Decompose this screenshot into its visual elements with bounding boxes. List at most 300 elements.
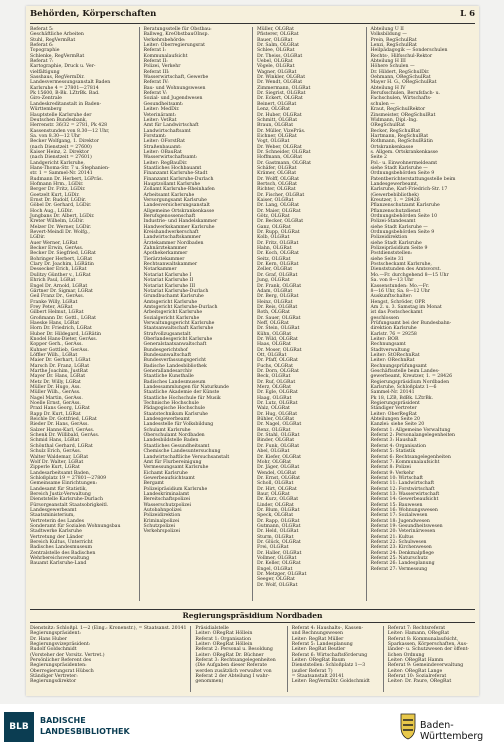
- directory-line: Schmid Hans, LGRat: [30, 438, 80, 444]
- directory-line: Müller, OLGRat: [257, 27, 294, 32]
- directory-line: Dr. Schneider, OLGRat: [257, 149, 311, 155]
- directory-line: Kassenstunden: Mo.—Fr.: [370, 283, 430, 289]
- directory-line: Referat 24: Denkmalpflege: [370, 550, 434, 556]
- directory-line: Rapp Dr. Kurt, LGRat: [30, 411, 81, 417]
- directory-line: Referat 7:: [30, 59, 54, 65]
- page-header: [30, 9, 475, 22]
- directory-line: Sammel-Nr. 20141: [370, 390, 415, 396]
- directory-line: Horn Dr. Friedrich, LGRat: [30, 326, 92, 332]
- directory-line: Ständiger Vertreter:: [30, 674, 78, 680]
- directory-line: Adam, OLGRat: [257, 288, 293, 294]
- directory-line: Regierungsvizepräsident:: [30, 642, 91, 648]
- directory-line: Heilpädagogik — Sonderschulen: [370, 48, 448, 54]
- directory-line: s. Allgem. Ortskrankenkasse: [370, 149, 438, 155]
- directory-line: Referat 20: Veterinärwesen: [370, 529, 436, 535]
- directory-line: Dr. Rapp, OLGRat: [257, 518, 300, 524]
- directory-line: Württemberg: [30, 107, 62, 113]
- directory-line: Zimmermann, OLGRat: [257, 85, 311, 91]
- directory-line: Referat 23: Kirchenwesen: [370, 545, 432, 551]
- directory-line: Referat 5:: [30, 27, 54, 32]
- directory-line: Generallandesarchiv: [143, 369, 193, 374]
- directory-line: Bereitschaftspolizei: [143, 497, 191, 503]
- directory-line: Dr. Frank, OLGRat: [257, 283, 302, 289]
- directory-line: Referat 3: Rechtsangelegenheiten: [195, 658, 276, 664]
- directory-line: Dr. Lang, OLGRat: [257, 203, 299, 209]
- directory-line: Maier Dr. Gerhart, LGRat: [30, 358, 91, 364]
- directory-line: Landessammlungen für Naturkunde: [143, 385, 229, 391]
- directory-line: Renz, OLGRat: [257, 427, 291, 433]
- directory-line: Referat 6: Wirtschaftsförderung: [291, 652, 368, 658]
- directory-line: siehe Stadt Karlsruhe —: [370, 165, 428, 171]
- column-2: [144, 27, 249, 601]
- directory-line: Referat 26: Landesplanung: [370, 561, 435, 567]
- directory-line: Schlee, OLGRat: [257, 48, 295, 54]
- directory-line: Referat 14: Gewerbeaufsicht: [370, 497, 439, 503]
- directory-line: Speck, OLGRat: [257, 513, 294, 519]
- directory-line: Referat 17: Sozialwesen: [370, 513, 428, 519]
- directory-line: Leiter: OForstRat: [143, 139, 185, 145]
- directory-line: Kriminalpolizei: [143, 518, 180, 524]
- directory-line: Hoch Aug., LGDir.: [30, 208, 73, 214]
- directory-line: Braun, OLGRat: [257, 123, 294, 129]
- directory-line: Höhere Schulen —: [370, 64, 415, 70]
- directory-line: Pädagogische Hochschule: [143, 406, 205, 412]
- column-4: [371, 27, 476, 601]
- directory-line: Amtsgericht Karlsruhe: [143, 299, 198, 305]
- directory-line: siehe Stadt Karlsruhe —: [370, 224, 428, 230]
- directory-line: Staatliche Kunsthalle: [143, 374, 194, 380]
- directory-line: Karlsruhe, Karl-Friedrich-Str. 17: [370, 187, 448, 193]
- directory-line: Leiter: BOR: [370, 336, 399, 342]
- directory-line: Referat 25: Naturschutz: [370, 556, 428, 562]
- directory-line: Gesundheitsamt:: [143, 101, 184, 107]
- directory-line: Sasshaus, RegVermDir.: [30, 75, 85, 81]
- directory-line: ORegSchulRat: [370, 123, 405, 129]
- directory-line: Ordnungsbehörden Seite 9: [370, 230, 435, 236]
- directory-line: 8—16 Uhr, Sa. 8—12 Uhr: [370, 288, 431, 294]
- directory-line: Dr. Moser, OLGRat: [257, 347, 302, 353]
- directory-line: Finanzamt Karlsruhe-Stadt: [143, 171, 208, 177]
- directory-line: Oberlandesgericht Karlsruhe: [143, 336, 213, 342]
- directory-line: Walz, OLGRat: [257, 406, 290, 412]
- directory-line: Leiter: Oberregierungsrat: [143, 43, 205, 49]
- directory-line: Landgericht Karlsruhe,: [30, 160, 85, 166]
- directory-line: Dr. Reis, OLGRat: [257, 304, 298, 310]
- directory-line: Postscheckamt Karlsruhe,: [370, 262, 432, 268]
- directory-line: Leiter: ORegRat Hamm: [387, 658, 444, 664]
- blb-name[interactable]: [40, 715, 130, 737]
- directory-line: Praxl Hans Georg, LGRat: [30, 406, 90, 412]
- directory-line: Chemische Landesuntersuchung: [143, 449, 221, 455]
- directory-line: Regierungspräsidium Nordbaden: [370, 379, 450, 385]
- directory-line: Präsidialstelle: [195, 626, 229, 631]
- directory-line: Schönthal Gerhard, LGRat: [30, 443, 93, 449]
- directory-line: Dienstsitz: Schloßpl. 1—2 (Eing.: Kronenstr.), = Staatsanst. 20141: [30, 626, 187, 631]
- directory-line: Bundesgerichtshof: [143, 347, 188, 353]
- directory-line: Referat II:: [143, 59, 168, 65]
- directory-line: Referat 9: Verkehr: [370, 470, 415, 476]
- directory-line: Oberschulamt Nordbaden: [143, 433, 205, 439]
- directory-line: Schulz Erich, GerAss.: [30, 449, 82, 455]
- directory-line: Kreter Wilhelm, LGDir.: [30, 219, 85, 225]
- directory-line: Götz, OLGRat: [257, 214, 290, 220]
- directory-line: Referat 16: Wohnungswesen: [370, 507, 438, 513]
- directory-line: Wasserwirtschaft, Gewerbe: [143, 75, 209, 81]
- directory-line: Prüfungsamt bei der Bundesbahn-: [370, 320, 452, 326]
- directory-line: Abteilung H IV: [370, 85, 406, 91]
- directory-line: Badisches Landesmuseum: [143, 379, 206, 385]
- directory-line: Vögele, OLGRat: [257, 64, 295, 70]
- header-rule: [30, 23, 475, 24]
- directory-line: Arbeitsgericht Karlsruhe: [143, 310, 203, 316]
- directory-line: Schlenke, RegVermRat: [30, 53, 85, 59]
- directory-line: Vermessungsamt Karlsruhe: [143, 465, 209, 471]
- directory-line: Auskunftschalter:: [370, 294, 413, 300]
- directory-line: Berufsgenossenschaft: [143, 214, 196, 220]
- directory-line: Referat 5: Statistik: [370, 449, 416, 455]
- directory-line: werden zusätzlich verwaltet von: [195, 668, 272, 674]
- directory-line: Neff, OLGRat: [257, 320, 289, 326]
- directory-line: Referat 22: Schulwesen: [370, 540, 427, 545]
- directory-line: Sozial- und Jugendwesen: [143, 96, 203, 102]
- directory-line: Referat 11: Landwirtschaft: [370, 481, 435, 487]
- directory-line: Amt für Flurbereinigung: [143, 459, 202, 465]
- lower-column-1: [30, 626, 186, 692]
- directory-line: Landwirtschaftskammer: [143, 235, 201, 241]
- directory-line: Referat 7: Kommunalaufsicht: [370, 459, 440, 465]
- directory-line: Widmann, Dipl.-Ing.: [370, 117, 418, 123]
- directory-line: gewerbeamt, Kreutzer, 1. = 28426: [370, 374, 453, 380]
- directory-line: Regierungspräsident:: [30, 631, 81, 637]
- directory-line: Pk 18, LZB, BdBk. LZtrBk.: [370, 395, 434, 401]
- directory-line: Leiter: ORegRat Höllein: [195, 631, 253, 637]
- directory-line: Leiter: ORegRat Dr. Büchner: [195, 652, 264, 658]
- directory-line: Referat 8: Kommunalaufsicht,: [387, 636, 459, 642]
- directory-line: Becker Wolfgang, 1. Direktor: [30, 139, 99, 145]
- directory-line: Leiter: StORechnRat: [370, 352, 420, 358]
- directory-line: Kanzlei: siehe Seite 20: [370, 422, 425, 428]
- directory-line: Referat 10: Sozialreferat: [387, 674, 447, 680]
- directory-line: Schäfer, OLGRat: [257, 165, 297, 171]
- directory-line: Rechnungsprüfungsamt: [370, 363, 427, 369]
- directory-line: Hofmann Hrm., LGDir.: [30, 181, 84, 187]
- directory-line: Bundesverfassungsgericht: [143, 358, 207, 364]
- directory-line: Dr. Wolf, OLGRat: [257, 582, 298, 588]
- directory-line: Wasserschutzpolizei: [143, 502, 192, 508]
- directory-line: Amt für Landwirtschaft: [143, 123, 199, 129]
- directory-line: Notariat Karlsruhe-Durlach: [143, 288, 209, 294]
- directory-line: Referat 10: Wirtschaft: [370, 475, 424, 481]
- directory-line: Beck, OLGRat: [257, 374, 291, 380]
- directory-line: Dr. Dorn, OLGRat: [257, 369, 299, 374]
- directory-line: Leiter: ORechnRat: [370, 358, 415, 364]
- directory-page: [26, 6, 479, 696]
- directory-line: Notariat Karlsruhe III: [143, 283, 196, 289]
- directory-line: Bundesanwaltschaft: [143, 352, 192, 358]
- directory-line: und Rechnungswesen: [291, 631, 344, 637]
- directory-line: Ernst Dr. Rudolf, LGDir.: [30, 198, 87, 203]
- directory-line: Dr. Wendt, OLGRat: [257, 80, 303, 86]
- directory-line: Zentralstelle des Badischen: [30, 550, 96, 556]
- directory-line: Leiter: Hamann, ORegRat: [387, 631, 450, 637]
- directory-line: Sozialgericht Karlsruhe: [143, 315, 200, 321]
- directory-line: Merz, OLGRat: [257, 385, 291, 391]
- directory-line: Bau- und Wohnungswesen: [143, 85, 206, 91]
- directory-line: Leiter: MedDir.: [143, 107, 180, 113]
- directory-line: Postdienststellen:: [370, 251, 413, 257]
- directory-line: (Die Aufgaben dieser Referate: [195, 663, 267, 669]
- directory-line: Sonderamt für Sozialen Wohnungsbau: [30, 523, 121, 529]
- directory-line: Referat 4: Haushalts-, Kassen-: [291, 626, 364, 631]
- directory-line: Ständiger Vertreter: [370, 406, 417, 412]
- lower-column-3: [292, 626, 379, 692]
- directory-line: Karlsruhe, Schloßplatz 1—6: [370, 385, 437, 391]
- directory-line: Kühn, OLGRat: [257, 331, 292, 337]
- directory-line: Giro-Zentrale: [30, 96, 62, 102]
- directory-line: Dr. Winkler, OLGRat: [257, 75, 306, 81]
- directory-line: Frei, OLGRat: [257, 545, 289, 551]
- directory-line: Noelle Ernst, GerAss.: [30, 401, 81, 407]
- directory-line: Referat V:: [143, 91, 167, 97]
- directory-line: Landeskriminalamt: [143, 491, 190, 497]
- directory-line: Landesbildstelle Baden: [143, 438, 199, 444]
- directory-line: Deutschen Bundesbank,: [30, 117, 87, 123]
- directory-line: Notarkammer: [143, 267, 177, 273]
- directory-line: Referat 27: Vermessung: [370, 566, 428, 572]
- column-divider: [190, 626, 191, 692]
- directory-line: (Gewerbebibliothek): [370, 192, 419, 198]
- directory-line: Regierungsdirektor: [30, 679, 77, 685]
- directory-line: Kraut, RegSchulRektor: [370, 107, 426, 113]
- directory-line: Hengst, Schröder, OPR: [370, 299, 426, 305]
- directory-line: Dr. Theiss, OLGRat: [257, 53, 303, 59]
- directory-line: Referat 3: Haushalt: [370, 438, 417, 444]
- directory-line: Lenz, OLGRat: [257, 107, 291, 113]
- directory-line: Referat 13: Wasserwirtschaft: [370, 491, 440, 497]
- header-section-title: Behörden, Körperschaften: [30, 9, 157, 19]
- directory-line: Ehrich Paul, LGRat: [30, 278, 76, 284]
- directory-line: Kartographie, Druck u. Ver-: [30, 64, 96, 70]
- directory-line: Sa. von 8—13 Uhr: [370, 278, 414, 284]
- directory-line: Referat 15: Bauwesen: [370, 502, 423, 508]
- directory-line: Hauptzollamt Karlsruhe: [143, 181, 201, 187]
- directory-line: Vertretung der Länder: [30, 534, 84, 540]
- directory-line: Ordnungsbehörden Seite 9: [370, 171, 435, 177]
- bw-wordmark[interactable]: Baden-Württemberg: [420, 720, 484, 742]
- directory-line: Regierungspräsidenten:: [30, 663, 87, 669]
- directory-line: direktion Karlsruhe: [370, 326, 417, 332]
- directory-line: Dr. Jäger, OLGRat: [257, 465, 300, 471]
- directory-line: Zahnärztekammer: [143, 246, 187, 252]
- directory-line: Dr. Stahl, OLGRat: [257, 433, 300, 439]
- directory-line: Engel Dr. Arnold, LGRat: [30, 283, 88, 289]
- directory-line: Landesgewerbeamt,: [370, 181, 419, 187]
- directory-line: Dr. Nagel, OLGRat: [257, 422, 302, 428]
- directory-line: Referat 19: Gesundheitswesen: [370, 523, 443, 529]
- directory-line: Geschäftsstelle beim Landes-: [370, 369, 440, 374]
- directory-line: Referat 1: Allgemeine Verwaltung: [370, 427, 451, 433]
- directory-line: Leiter: VetRat: [143, 117, 177, 123]
- directory-line: Sparkassen, Körperschaften, Aus-: [387, 642, 468, 648]
- directory-line: Seitz, OLGRat: [257, 256, 291, 262]
- directory-line: Dr. Eckert, OLGRat: [257, 96, 303, 102]
- directory-line: Binder, OLGRat: [257, 438, 295, 444]
- directory-line: Wehrbereichsverwaltung: [30, 556, 90, 562]
- directory-line: Nagel Martin, GerAss.: [30, 395, 83, 401]
- directory-line: Dr. Stein, OLGRat: [257, 326, 300, 332]
- directory-line: Vertreterin des Landes: [30, 518, 85, 524]
- directory-line: Bauamt Karlsruhe-Land: [30, 561, 87, 567]
- directory-line: Seeger, OLGRat: [257, 577, 295, 583]
- directory-line: Lenzi, RegSchulRat: [370, 43, 417, 49]
- directory-line: Becker Dr. Siegfried, LGRat: [30, 251, 96, 257]
- directory-line: Leiter: RegVermDir. Goldschmidt: [291, 679, 370, 685]
- lower-column-4: [388, 626, 475, 692]
- directory-line: Herrenstr. 36/32 = 2781, Pk 428: [30, 123, 108, 129]
- directory-line: Wagner, OLGRat: [257, 69, 297, 75]
- directory-line: Regierungspräsident: [370, 401, 420, 407]
- directory-line: Krämer, OLGRat: [257, 171, 297, 177]
- directory-line: Notariat Karlsruhe I: [143, 272, 192, 278]
- directory-line: Rudolf Goldschmidt: [30, 647, 77, 653]
- directory-line: Dr. Wolff, OLGRat: [257, 176, 300, 182]
- directory-line: Dr. Hildert, RegSchulDir.: [370, 69, 430, 75]
- directory-line: Kassenstunden von 8.30—12 Uhr,: [30, 128, 110, 134]
- directory-line: Uebel, OLGRat: [257, 59, 293, 65]
- directory-line: Referat 12: Forstwirtschaft: [370, 486, 435, 492]
- directory-line: Referat III:: [143, 69, 170, 75]
- directory-line: Huber Dr. Hildegard, LGRätin: [30, 331, 101, 337]
- directory-line: Apothekerkammer: [143, 251, 188, 257]
- directory-line: Schutzpolizei: [143, 523, 175, 529]
- directory-line: Referat 18: Jugendwesen: [370, 518, 430, 524]
- directory-line: Vollmer, OLGRat: [257, 556, 297, 562]
- directory-line: Abel, OLGRat: [257, 449, 290, 455]
- directory-line: Dr. Pfaff, OLGRat: [257, 358, 298, 364]
- directory-line: siehe Stadt Karlsruhe: [370, 240, 422, 246]
- directory-line: Dienststellen: Schloßplatz 1—3: [291, 663, 366, 669]
- directory-line: Staatstechnikum Karlsruhe: [143, 411, 208, 417]
- directory-line: Haag, OLGRat: [257, 395, 292, 401]
- blb-logo[interactable]: BLB: [4, 712, 34, 742]
- directory-line: Karlstr. 76 = 29258: [370, 331, 417, 337]
- directory-line: Sa. von 8.30—12 Uhr: [30, 133, 81, 139]
- directory-line: Stuhl, RegVermRat: [30, 37, 76, 43]
- directory-line: Wendel, OLGRat: [257, 470, 297, 476]
- directory-line: Polizeidirektion: [370, 235, 408, 241]
- directory-line: Haeske Hans, LGRat: [30, 320, 80, 326]
- directory-line: Bergamt: [143, 481, 164, 487]
- directory-line: Allgemeine Ortskrankenkasse: [143, 208, 215, 214]
- directory-line: Kreutzer, 1. = 28426: [370, 198, 420, 203]
- directory-line: Pfisterer, OLGRat: [257, 32, 299, 38]
- directory-line: Zeller, OLGRat: [257, 267, 293, 273]
- directory-line: Dr. Becker, OLGRat: [257, 219, 304, 225]
- directory-line: Müller Dr. Hugo, Ass.: [30, 385, 81, 391]
- directory-line: Mayer Dr. Hans, LGRat: [30, 374, 86, 380]
- directory-line: Hartmann, RegSchulRat: [370, 133, 429, 139]
- directory-line: Großmann Dr. Gottl., LGRat: [30, 315, 96, 321]
- directory-line: Versorgungsamt Karlsruhe: [143, 198, 207, 203]
- directory-line: Dr. Salm, OLGRat: [257, 43, 299, 49]
- directory-line: Landesversicherungsanstalt: [143, 203, 210, 209]
- directory-line: Scholl, OLGRat: [257, 481, 294, 487]
- directory-line: Kaiser Heinz, 2. Direktor: [30, 149, 89, 155]
- directory-line: Grundbuchamt Karlsruhe: [143, 294, 204, 300]
- directory-line: Gemeinsame Einrichtungen:: [30, 481, 98, 487]
- directory-line: Fuchs, OLGRat: [257, 363, 293, 369]
- directory-line: Dr. Kiefer, OLGRat: [257, 454, 302, 460]
- directory-line: Industrie- und Handelskammer: [143, 219, 218, 225]
- directory-line: Eichner, OLGRat: [257, 133, 297, 139]
- directory-line: Dr. Ruf, OLGRat: [257, 379, 296, 385]
- directory-line: schulen —: [370, 101, 395, 107]
- directory-line: Goetzelt Kurt, LGDir.: [30, 192, 80, 198]
- directory-line: Forstamt:: [143, 133, 167, 139]
- directory-line: Landeskreditanstalt in Baden-: [30, 101, 102, 107]
- directory-line: Jungbans Dr. Albert, LGDir.: [30, 214, 95, 220]
- directory-line: Dr. Lutz, OLGRat: [257, 401, 298, 407]
- directory-line: Pflanzenschutzamt Karlsruhe: [370, 203, 440, 209]
- directory-line: Engel, OLGRat: [257, 566, 293, 572]
- directory-line: Ordnungsbehörden Seite 10: [370, 214, 438, 220]
- directory-line: Landesgewerbeamt: [30, 507, 77, 513]
- directory-line: Eichamt Karlsruhe: [143, 470, 188, 476]
- directory-line: Staatliches Gesundheitsamt: [143, 443, 210, 449]
- directory-line: Göbel Dr. Gerhard, LGDir.: [30, 203, 92, 209]
- directory-line: Beinert, OLGRat: [257, 101, 297, 107]
- directory-line: vielfältigung: [30, 69, 60, 75]
- directory-line: Hauptstelle Karlsruhe der: [30, 112, 92, 118]
- directory-line: Referat I:: [143, 48, 166, 54]
- directory-line: Referat IV:: [143, 80, 169, 86]
- directory-line: Landesvermessungsanstalt Baden: [30, 80, 111, 86]
- directory-line: Generalstaatsanwaltschaft: [143, 342, 207, 348]
- directory-line: Dr. Berg, OLGRat: [257, 294, 299, 300]
- directory-line: Referat 2: Personal u. Besoldung: [195, 647, 273, 653]
- column-1: [30, 27, 135, 601]
- directory-line: Gärtner Dr. Sigmar, LGRat: [30, 288, 93, 294]
- directory-line: Abteilung H III: [370, 59, 406, 65]
- directory-line: Staatliche Akademie der Künste: [143, 390, 220, 396]
- directory-line: Persönlicher Referent des: [30, 658, 92, 664]
- directory-line: Dienststunden des Amtsvorst.: [370, 267, 442, 273]
- directory-line: Abteilung U II: [370, 27, 404, 32]
- directory-line: Mayer H. G., ORegSchulRat: [370, 80, 437, 86]
- directory-line: Volksbildung —: [370, 32, 407, 38]
- directory-line: Landesstelle für Volksbildung: [143, 422, 214, 428]
- directory-line: Referat 8: Polizei: [370, 465, 411, 471]
- directory-line: Dr. Rupp, OLGRat: [257, 230, 300, 236]
- directory-line: Dienststelle Karlsruhe-Durlach: [30, 497, 103, 503]
- directory-line: ist das Postscheckamt: [370, 310, 423, 316]
- directory-line: Kaiser, OLGRat: [257, 198, 294, 203]
- directory-line: Gutmann, OLGRat: [257, 523, 301, 529]
- directory-line: Mohr, OLGRat: [257, 459, 292, 465]
- directory-line: Dr. Held, OLGRat: [257, 529, 299, 535]
- directory-line: (außer Referat 7): [291, 668, 333, 674]
- directory-line: lichen Ordnung: [387, 652, 425, 658]
- directory-line: (Vorsteher der Vorsitz. Vertret.): [30, 652, 105, 658]
- directory-line: Abteilungen Seite 20: [370, 417, 420, 423]
- section-heading: Regierungspräsidium Nordbaden: [30, 609, 475, 623]
- directory-line: Rechnungsamt: [370, 342, 406, 348]
- directory-line: Marthe Joachim, JustRat: [30, 369, 88, 374]
- directory-line: Amtsgericht Karlsruhe-Durlach: [143, 304, 218, 310]
- directory-line: Referat 21: Kultus: [370, 534, 414, 540]
- directory-line: Müller Wilh., GerAss.: [30, 390, 81, 396]
- directory-line: Tierärztekammer: [143, 256, 185, 262]
